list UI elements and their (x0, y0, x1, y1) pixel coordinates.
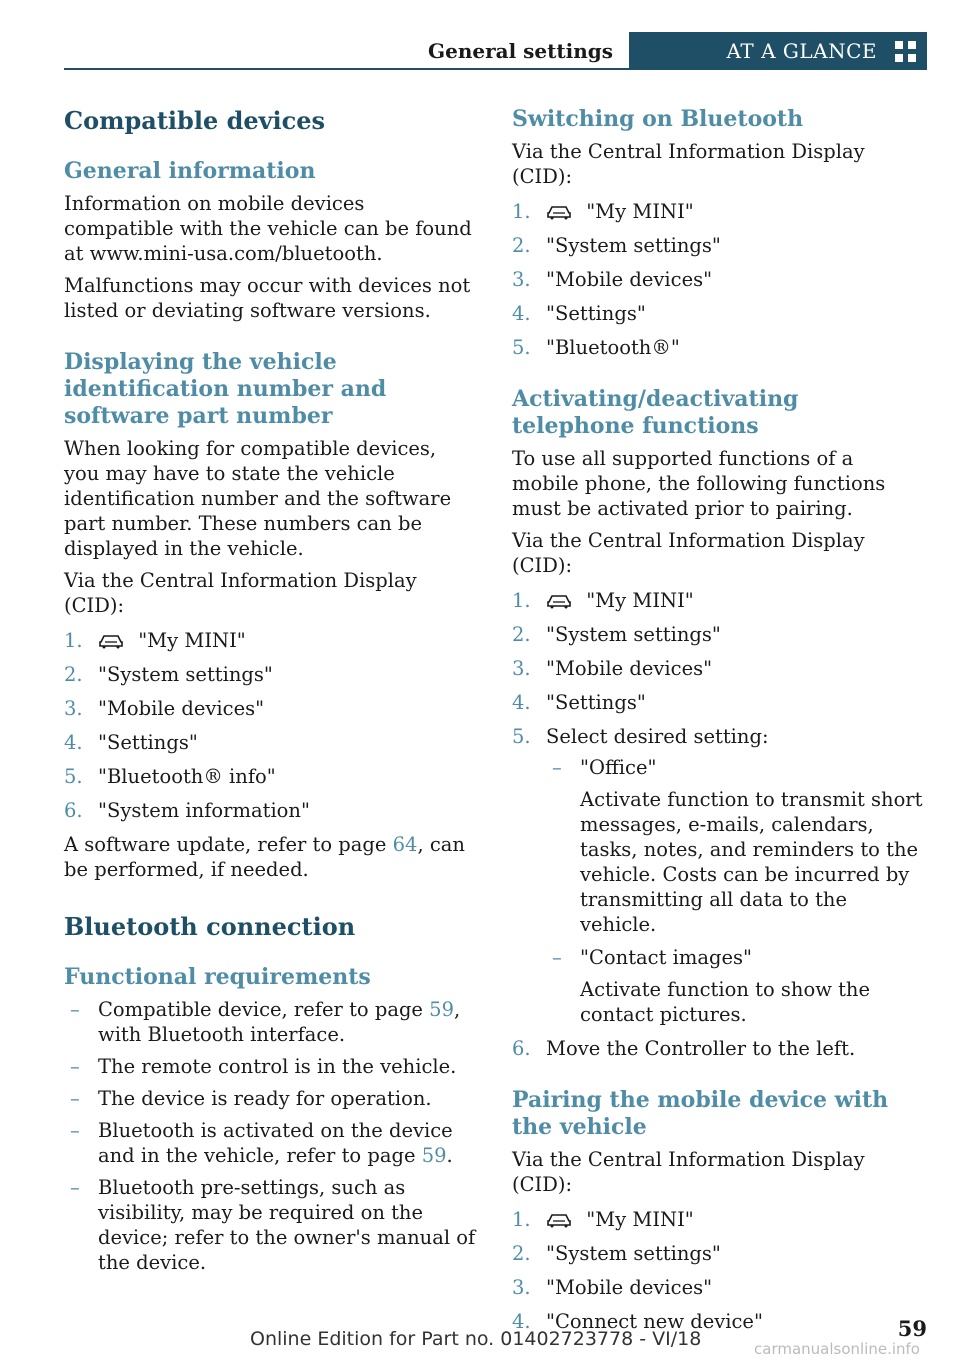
step-text: "My MINI" (586, 1208, 694, 1231)
step-number: 3. (64, 697, 83, 720)
step-text: "Settings" (546, 302, 646, 325)
text-segment: Bluetooth is activated on the device and in the vehicle, refer to page (98, 1119, 453, 1167)
step-number: 1. (512, 589, 531, 612)
paragraph-general-1: Information on mobile devices compatible with the vehicle can be found at www.mini-usa.com/bluetooth. (64, 192, 472, 265)
option-contact-images-label: "Contact images" (580, 946, 752, 969)
list-item (512, 267, 924, 292)
option-office-description: Activate function to transmit short messages, e-mails, calendars, tasks, notes, and reminders to the vehicle. Costs can be incurred by transmitting all data to the vehicle. (580, 788, 923, 936)
page-link-64[interactable]: 64 (392, 833, 418, 856)
dash-bullet: – (552, 756, 562, 779)
list-item (512, 233, 924, 258)
step-text: "My MINI" (586, 200, 694, 223)
dash-bullet: – (70, 998, 80, 1021)
list-item (64, 662, 476, 687)
step-text: "My MINI" (586, 589, 694, 612)
list-item (64, 764, 476, 789)
list-item (512, 588, 924, 613)
step-number: 5. (512, 336, 531, 359)
list-item (64, 1086, 476, 1111)
heading-switching-on-bluetooth: Switching on Bluetooth (512, 106, 804, 132)
list-item (546, 755, 924, 937)
dash-bullet: – (552, 946, 562, 969)
step-text: Select desired setting: (546, 725, 769, 748)
dash-bullet: – (70, 1119, 80, 1142)
step-number: 3. (512, 268, 531, 291)
paragraph-via-cid: Via the Central Information Display (CID): (512, 529, 865, 577)
car-icon (546, 204, 572, 220)
step-text: "Settings" (546, 691, 646, 714)
car-icon (546, 1212, 572, 1228)
paragraph-activate: To use all supported functions of a mobile phone, the following functions must be activated prior to pairing. (512, 447, 886, 520)
option-office-label: "Office" (580, 756, 657, 779)
list-item (512, 335, 924, 360)
step-text: "System information" (98, 799, 310, 822)
step-text: "System settings" (546, 623, 721, 646)
step-number: 3. (512, 657, 531, 680)
step-text: "Mobile devices" (546, 657, 713, 680)
activate-steps-list (512, 588, 924, 1061)
paragraph-software-update (64, 832, 476, 882)
step-text: "System settings" (98, 663, 273, 686)
list-item (64, 730, 476, 755)
paragraph-via-cid: Via the Central Information Display (CID): (64, 569, 417, 617)
page-number: 59 (897, 1316, 927, 1341)
step-number: 1. (512, 1208, 531, 1231)
header-section-title: General settings (428, 39, 613, 63)
step-text: "Mobile devices" (546, 1276, 713, 1299)
step-text: "System settings" (546, 234, 721, 257)
step-text: Move the Controller to the left. (546, 1037, 856, 1060)
step-number: 6. (64, 799, 83, 822)
left-column (64, 106, 476, 1282)
text-segment: The remote control is in the vehicle. (98, 1055, 457, 1078)
heading-general-information: General information (64, 158, 316, 184)
dash-bullet: – (70, 1176, 80, 1199)
text-segment: A software update, refer to page (64, 833, 393, 856)
list-item (64, 1118, 476, 1168)
list-item (64, 1054, 476, 1079)
list-item (64, 997, 476, 1047)
page-link-59[interactable]: 59 (429, 998, 454, 1021)
text-segment: Bluetooth pre-settings, such as visibility, may be required on the device; refer to the owner's manual of the device. (98, 1176, 476, 1274)
heading-compatible-devices: Compatible devices (64, 106, 326, 135)
step-number: 2. (512, 1242, 531, 1265)
list-item (512, 1275, 924, 1300)
step-number: 2. (512, 234, 531, 257)
header-rule (64, 68, 927, 70)
list-item (64, 1175, 476, 1275)
header-chapter-label: AT A GLANCE (726, 39, 877, 63)
option-contact-images-description: Activate function to show the contact pictures. (580, 978, 871, 1026)
heading-bluetooth-connection: Bluetooth connection (64, 912, 356, 941)
step-number: 4. (512, 1310, 531, 1333)
step-text: "Bluetooth®" (546, 336, 680, 359)
paragraph-via-cid: Via the Central Information Display (CID): (512, 1148, 865, 1196)
paragraph-display: When looking for compatible devices, you may have to state the vehicle identification number and the software part number. These numbers can be displayed in the vehicle. (64, 437, 452, 560)
grid-icon (895, 41, 917, 63)
heading-pairing-mobile-device: Pairing the mobile device with the vehicle (512, 1087, 889, 1140)
step-text: "Connect new device" (546, 1310, 763, 1333)
list-item (512, 301, 924, 326)
step-number: 5. (512, 725, 531, 748)
page-header (64, 32, 927, 70)
dash-bullet: – (70, 1087, 80, 1110)
step-number: 2. (64, 663, 83, 686)
header-chapter-tab (629, 32, 927, 70)
heading-functional-requirements: Functional requirements (64, 964, 371, 990)
list-item (64, 628, 476, 653)
step-number: 4. (512, 302, 531, 325)
text-segment: , can be performed, if needed. (64, 833, 465, 881)
list-item (512, 690, 924, 715)
list-item (64, 798, 476, 823)
text-segment: The device is ready for operation. (98, 1087, 432, 1110)
list-item (546, 945, 924, 1027)
step-number: 5. (64, 765, 83, 788)
step-text: "My MINI" (138, 629, 246, 652)
list-item (512, 1207, 924, 1232)
list-item (512, 656, 924, 681)
heading-display-vin: Displaying the vehicle identification number and software part number (64, 349, 387, 429)
dash-bullet: – (70, 1055, 80, 1078)
text-segment: Compatible device, refer to page (98, 998, 430, 1021)
step-text: "Mobile devices" (546, 268, 713, 291)
step-text: "Bluetooth® info" (98, 765, 276, 788)
setting-options-list (546, 755, 924, 1027)
vin-steps-list (64, 628, 476, 823)
step-number: 1. (64, 629, 83, 652)
list-item (64, 696, 476, 721)
footer-edition: Online Edition for Part no. 01402723778 - VI/18 (250, 1328, 702, 1350)
list-item (512, 724, 924, 1027)
step-text: "Settings" (98, 731, 198, 754)
step-number: 3. (512, 1276, 531, 1299)
step-number: 2. (512, 623, 531, 646)
list-item (512, 622, 924, 647)
text-segment: , with Bluetooth interface. (98, 998, 461, 1046)
requirements-list (64, 997, 476, 1275)
car-icon (546, 593, 572, 609)
list-item (512, 1036, 924, 1061)
list-item (512, 199, 924, 224)
switch-steps-list (512, 199, 924, 360)
paragraph-general-2: Malfunctions may occur with devices not listed or deviating software versions. (64, 274, 471, 322)
list-item (512, 1241, 924, 1266)
step-number: 4. (64, 731, 83, 754)
step-text: "Mobile devices" (98, 697, 265, 720)
step-text: "System settings" (546, 1242, 721, 1265)
page-link-59[interactable]: 59 (421, 1144, 447, 1167)
heading-activating-telephone: Activating/deactivating telephone functions (512, 386, 799, 439)
right-column (512, 106, 924, 1343)
step-number: 1. (512, 200, 531, 223)
paragraph-via-cid: Via the Central Information Display (CID): (512, 140, 865, 188)
footer-watermark: carmanualsonline.info (754, 1340, 920, 1358)
step-number: 4. (512, 691, 531, 714)
step-number: 6. (512, 1037, 531, 1060)
pair-steps-list (512, 1207, 924, 1334)
car-icon (98, 633, 124, 649)
text-segment: . (446, 1144, 453, 1167)
